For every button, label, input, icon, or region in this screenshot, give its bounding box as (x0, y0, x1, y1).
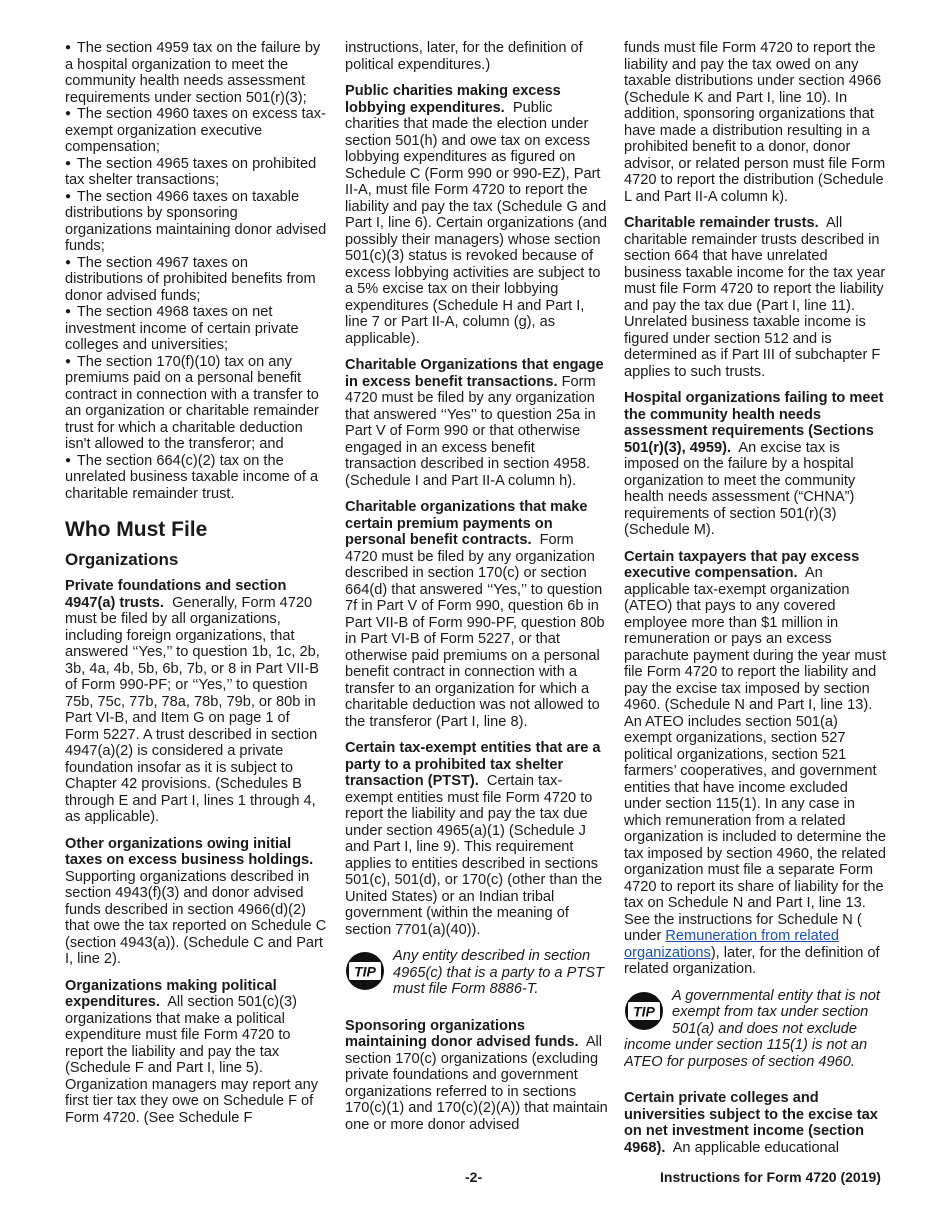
tip-icon (624, 990, 664, 1032)
paragraph-text: All section 501(c)(3) organizations that make a political expenditure must file Form 4720 to report the liability and pay the tax (Schedule F and Part I, line 5). Organization managers may report any first tier tax they owe on Schedule F of Form 4720. (See Schedule F (65, 994, 319, 1126)
bullet-icon: ● (65, 355, 72, 367)
paragraph-continued: funds must file Form 4720 to report the liability and pay the tax owed on any taxable distributions under section 4966 (Schedule K and Part I, line 10). In addition, sponsoring organizations that have made a distribution resulting in a prohibited benefit to a donor, donor advisor, or related person must file Form 4720 to report the distribution (Schedule L and Part II-A column k). (624, 40, 886, 205)
paragraph-private-colleges (624, 1090, 888, 1156)
paragraph-lead: Private foundations and section 4947(a) trusts. (65, 578, 287, 611)
paragraph-text: Public charities that made the election under section 501(h) and owe tax on excess lobbying expenditures as figured on Schedule C (Form 990 or 990-EZ), Part II-A, must file Form 4720 to report the liability and pay the tax (Schedule G and Part I, line 6). Certain organizations (and possibly their managers) whose section 501(c)(3) status is revoked because of excess lobbying activities are subject to a 5% excise tax on their lobbying expenditures (Schedule H and Part I, line 7 or Part II-A, column (g), as applicable). (345, 99, 608, 347)
list-item: ● The section 4965 taxes on prohibited tax shelter transactions; (65, 155, 317, 188)
tip-box (624, 988, 888, 1071)
paragraph-lead: Certain taxpayers that pay excess executive compensation. (624, 548, 860, 581)
paragraph-continued: instructions, later, for the definition of political expenditures.) (345, 40, 583, 73)
paragraph-excess-benefit (345, 357, 610, 489)
paragraph-ptst (345, 740, 610, 938)
remuneration-link[interactable]: Remuneration from related organizations (624, 928, 839, 961)
tip-icon (345, 950, 385, 992)
tip-text: Any entity described in section 4965(c) that is a party to a PTST must file Form 8886-T. (393, 948, 604, 997)
paragraph-political-expenditures (65, 978, 327, 1127)
paragraph-text: Form 4720 must be filed by any organization that answered ‘‘Yes’’ to question 25a in Part V of Form 990 or that otherwise engaged in an excess benefit transaction described in section 4958. (Schedule I and Part II-A column h). (345, 373, 596, 489)
paragraph-donor-advised-funds (345, 1018, 610, 1134)
list-item: ● The section 4966 taxes on taxable distributions by sponsoring organizations maintaining donor advised funds; (65, 188, 327, 254)
column-1 (65, 40, 327, 1136)
bullet-icon: ● (65, 157, 72, 169)
bullet-icon: ● (65, 108, 72, 119)
paragraph-text: An applicable educational (672, 1139, 840, 1156)
list-item: ● The section 4960 taxes on excess tax-exempt organization executive compensation; (65, 106, 326, 155)
column-3 (624, 40, 888, 1166)
paragraph-lead: Public charities making excess lobbying expenditures. (345, 83, 561, 116)
list-item: ● The section 664(c)(2) tax on the unrelated business taxable income of a charitable remainder trust. (65, 452, 319, 502)
paragraph-executive-compensation (624, 549, 888, 978)
paragraph-premium-payments (345, 499, 610, 730)
list-item: ● The section 4959 tax on the failure by a hospital organization to meet the community health needs assessment requirements under section 501(r)(3); (65, 40, 321, 106)
paragraph-private-foundations (65, 578, 327, 826)
tip-text: A governmental entity that is not exempt from tax under section 501(a) and does not exclude income under section 115(1) is not an ATEO for purposes of section 4960. (624, 987, 880, 1070)
paragraph-lead: Sponsoring organizations maintaining donor advised funds. (345, 1017, 579, 1050)
paragraph-text: An applicable tax-exempt organization (ATEO) that pays to any covered employee more than $1 million in remuneration or pays an excess parachute payment during the year must file Form 4720 to report the liability and pay the excise tax imposed by section 4960. (Schedule N and Part I, line 13). An ATEO includes section 501(a) exempt organizations, section 527 political organizations, section 521 farmers’ cooperatives, and government entities that have income excluded under section 115(1). In any case in which remuneration from a related organization is included to determine the tax imposed by section 4960, the related organization must file a separate Form 4720 to report its share of liability for the tax on Schedule N and Part I, line 13. See the instructions for Schedule N ( under (624, 565, 887, 944)
paragraph-lead: Charitable remainder trusts. (624, 215, 819, 231)
paragraph-lead: Certain private colleges and universities subject to the excise tax on net investment income (section 4968). (624, 1090, 878, 1156)
paragraph-text-tail: ), later, for the definition of related organization. (624, 944, 880, 977)
paragraph-text: Generally, Form 4720 must be filed by all organizations, including foreign organizations, that answered ‘‘Yes,’’ to question 1b, 1c, 2b, 3b, 4a, 4b, 5b, 6b, 7b, or 8 in Part VII-B of Form 990-PF; or ‘‘Yes,’’ to question 75b, 75c, 77b, 78a, 78b, 79b, or 80b in Part VI-B, and Item G on page 1 of Form 5227. A trust described in section 4947(a)(2) is considered a private foundation insofar as it is subject to Chapter 42 provisions. (Schedules B through E and Part I, lines 1 through 4, as applicable). (65, 594, 320, 825)
column-2 (345, 40, 610, 1143)
paragraph-text: All section 170(c) organizations (excluding private foundations and government organizations referred to in sections 170(c)(1) and 170(c)(2)(A)) that maintain one or more donor advised (345, 1034, 608, 1133)
bullet-icon: ● (65, 454, 72, 466)
bullet-icon: ● (65, 306, 72, 317)
paragraph-lead: Other organizations owing initial taxes on excess business holdings. (65, 835, 314, 868)
paragraph-text: Form 4720 must be filed by any organization described in section 170(c) or section 664(d) that answered ‘‘Yes,’’ to question 7f in Part V of Form 990, question 6b in Part VII-B of Form 990-PF, question 80b in Part VI-B of Form 5227, or that otherwise paid premiums on a personal benefit contract in connection with a transfer to an organization for which a charitable deduction was not allowed to the transferor (Part I, line 8). (345, 532, 605, 730)
paragraph-text: Certain tax-exempt entities must file Form 4720 to report the liability and pay the tax due under section 4965(a)(1) (Schedule J and Part I, line 9). This requirement applies to entities described in sections 501(c), 501(d), or 170(c) (other than the United States) or an Indian tribal government (within the meaning of section 7701(a)(40)). (345, 773, 603, 938)
paragraph-lead: Charitable organizations that make certain premium payments on personal benefit contracts. (345, 499, 588, 548)
bullet-icon: ● (65, 42, 72, 53)
paragraph-lead: Certain tax-exempt entities that are a party to a prohibited tax shelter transaction (PTST). (345, 740, 601, 789)
tip-icon-label: TIP (633, 1003, 655, 1019)
paragraph-hospital-organizations (624, 390, 888, 539)
list-item: ● The section 4967 taxes on distributions of prohibited benefits from donor advised funds; (65, 254, 316, 304)
paragraph-text: Supporting organizations described in section 4943(f)(3) and donor advised funds described in section 4966(d)(2) that owe the tax reported on Schedule C (section 4943(a)). (Schedule C and Part I, line 2). (65, 868, 327, 967)
section-heading: Who Must File (65, 518, 208, 541)
paragraph-lobbying (345, 83, 610, 347)
paragraph-excess-business-holdings (65, 836, 327, 968)
tip-icon-label: TIP (354, 963, 376, 980)
paragraph-charitable-remainder-trusts (624, 215, 888, 380)
paragraph-lead: Charitable Organizations that engage in excess benefit transactions. (345, 357, 604, 390)
paragraph-lead: Organizations making political expenditures. (65, 977, 277, 1010)
paragraph-lead: Hospital organizations failing to meet the community health needs assessment requirements (Sections 501(r)(3), 4959). (624, 390, 884, 456)
list-item: ● The section 170(f)(10) tax on any premiums paid on a personal benefit contract in connection with a transfer to an organization or charitable remainder trust for which a charitable deduction isn't allowed to the transferor; and (65, 353, 319, 452)
paragraph-text: An excise tax is imposed on the failure by a hospital organization to meet the community health needs assessment (“CHNA”) requirements of section 501(r)(3) (Schedule M). (624, 439, 856, 538)
document-title: Instructions for Form 4720 (2019) (660, 1169, 881, 1185)
list-item: ● The section 4968 taxes on net investment income of certain private colleges and universities; (65, 304, 299, 353)
paragraph-text: All charitable remainder trusts described in section 664 that have unrelated business taxable income for the tax year must file Form 4720 to report the liability and pay the tax due (Part I, line 11). Unrelated business taxable income is figured under section 512 and is determined as if Part III of subchapter F applies to such trusts. (624, 215, 886, 380)
page-number: -2- (465, 1169, 483, 1185)
section-subheading: Organizations (65, 550, 179, 569)
bullet-icon: ● (65, 256, 72, 268)
tip-box (345, 948, 610, 998)
bullet-icon: ● (65, 190, 72, 202)
